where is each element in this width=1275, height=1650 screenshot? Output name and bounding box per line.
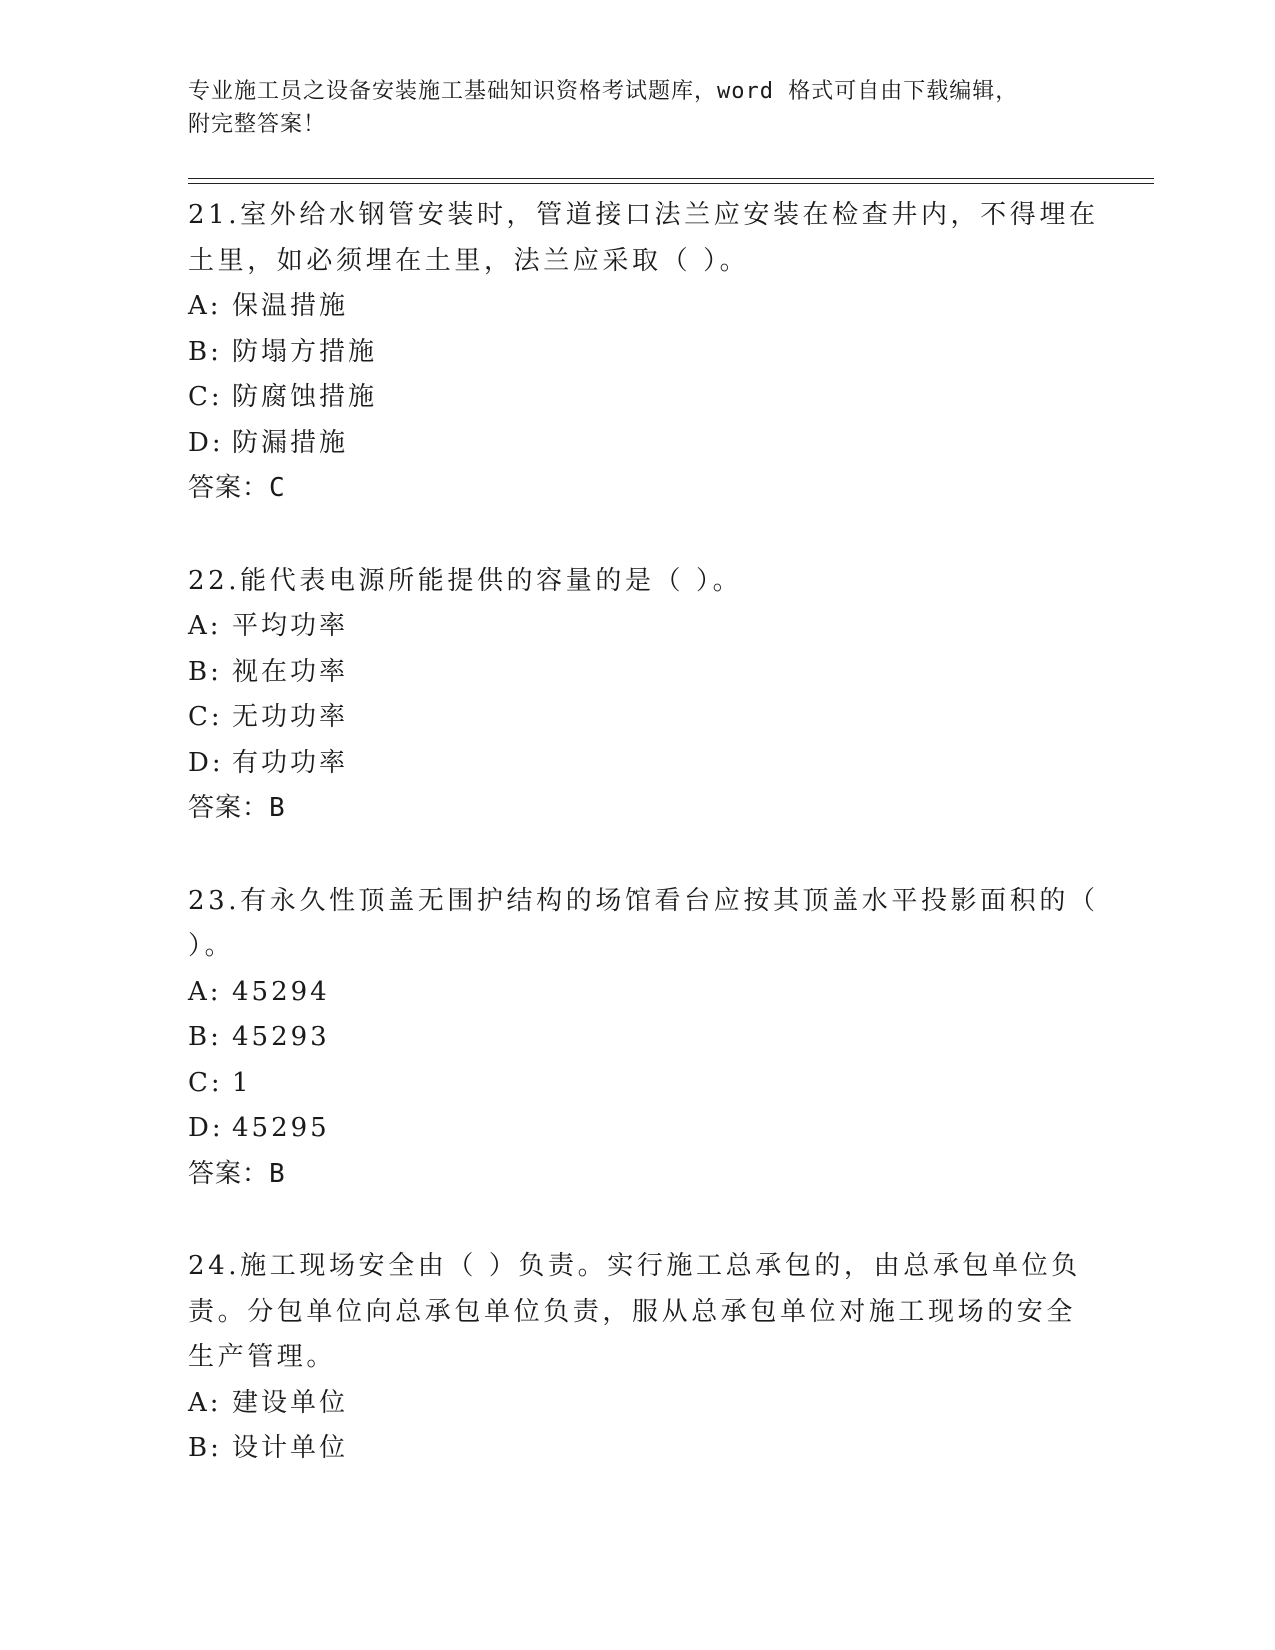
answer-label: 答案： xyxy=(188,473,270,503)
option-letter: B: xyxy=(188,336,222,367)
option-b xyxy=(188,650,1088,696)
header-divider xyxy=(188,183,1154,184)
option-letter: D: xyxy=(188,747,224,778)
document-header xyxy=(188,75,1068,141)
header-divider xyxy=(188,178,1154,179)
question-text: 24.施工现场安全由（ ）负责。实行施工总承包的，由总承包单位负 xyxy=(188,1251,1081,1281)
option-letter: A: xyxy=(188,976,222,1007)
option-text: 防塌方措施 xyxy=(232,336,378,367)
option-d xyxy=(188,741,1088,787)
option-text: 建设单位 xyxy=(232,1387,349,1418)
option-text: 45294 xyxy=(232,976,330,1007)
option-a xyxy=(188,604,1088,650)
question-text: 生产管理。 xyxy=(188,1342,337,1372)
option-letter: C: xyxy=(188,1067,223,1098)
answer-line xyxy=(188,1152,1088,1198)
option-letter: B: xyxy=(188,656,222,687)
option-letter: A: xyxy=(188,611,222,641)
option-text: 平均功率 xyxy=(232,611,349,641)
option-text: 无功功率 xyxy=(232,702,349,732)
answer-label: 答案： xyxy=(188,1158,270,1189)
question-list xyxy=(188,193,1099,1519)
answer-line xyxy=(188,466,1088,512)
question-23 xyxy=(188,879,1099,1198)
question-24 xyxy=(188,1244,1088,1472)
option-b xyxy=(188,330,1088,376)
option-c xyxy=(188,695,1088,741)
answer-value: B xyxy=(269,793,286,823)
option-text: 视在功率 xyxy=(232,656,349,687)
question-text: 22.能代表电源所能提供的容量的是（ ）。 xyxy=(188,565,743,596)
option-text: 1 xyxy=(232,1067,252,1098)
option-letter: D: xyxy=(188,427,224,458)
answer-value: B xyxy=(269,1158,286,1189)
option-text: 45295 xyxy=(232,1113,330,1143)
option-text: 防漏措施 xyxy=(232,427,349,458)
option-b xyxy=(188,1015,1088,1061)
option-text: 保温措施 xyxy=(232,291,349,321)
question-text: 责。分包单位向总承包单位负责，服从总承包单位对施工现场的安全 xyxy=(188,1296,1077,1327)
question-21 xyxy=(188,193,1099,512)
option-letter: B: xyxy=(188,1433,222,1463)
option-a xyxy=(188,1381,1088,1427)
option-c xyxy=(188,1061,1088,1107)
question-22 xyxy=(188,559,1088,832)
option-b xyxy=(188,1426,1088,1472)
option-text: 有功功率 xyxy=(232,747,349,778)
answer-value: C xyxy=(269,473,286,503)
option-a xyxy=(188,970,1088,1016)
option-c xyxy=(188,375,1088,421)
answer-line xyxy=(188,786,1088,832)
question-text: 21.室外给水钢管安装时，管道接口法兰应安装在检查井内，不得埋在 xyxy=(188,200,1099,230)
option-text: 45293 xyxy=(232,1022,330,1052)
option-letter: A: xyxy=(188,291,222,321)
option-letter: C: xyxy=(188,382,223,412)
option-a xyxy=(188,284,1088,330)
option-d xyxy=(188,1106,1088,1152)
option-letter: C: xyxy=(188,702,223,732)
header-line: 专业施工员之设备安装施工基础知识资格考试题库，word 格式可自由下载编辑， xyxy=(188,79,1019,104)
answer-label: 答案： xyxy=(188,793,270,823)
option-letter: D: xyxy=(188,1113,224,1143)
option-text: 防腐蚀措施 xyxy=(232,382,378,412)
header-line: 附完整答案！ xyxy=(188,112,327,137)
question-text: ）。 xyxy=(188,931,235,961)
option-letter: B: xyxy=(188,1022,222,1052)
option-text: 设计单位 xyxy=(232,1433,349,1463)
question-text: 土里，如必须埋在土里，法兰应采取（ ）。 xyxy=(188,245,750,276)
option-d xyxy=(188,421,1088,467)
question-text: 23.有永久性顶盖无围护结构的场馆看台应按其顶盖水平投影面积的（ xyxy=(188,885,1099,916)
option-letter: A: xyxy=(188,1387,222,1418)
